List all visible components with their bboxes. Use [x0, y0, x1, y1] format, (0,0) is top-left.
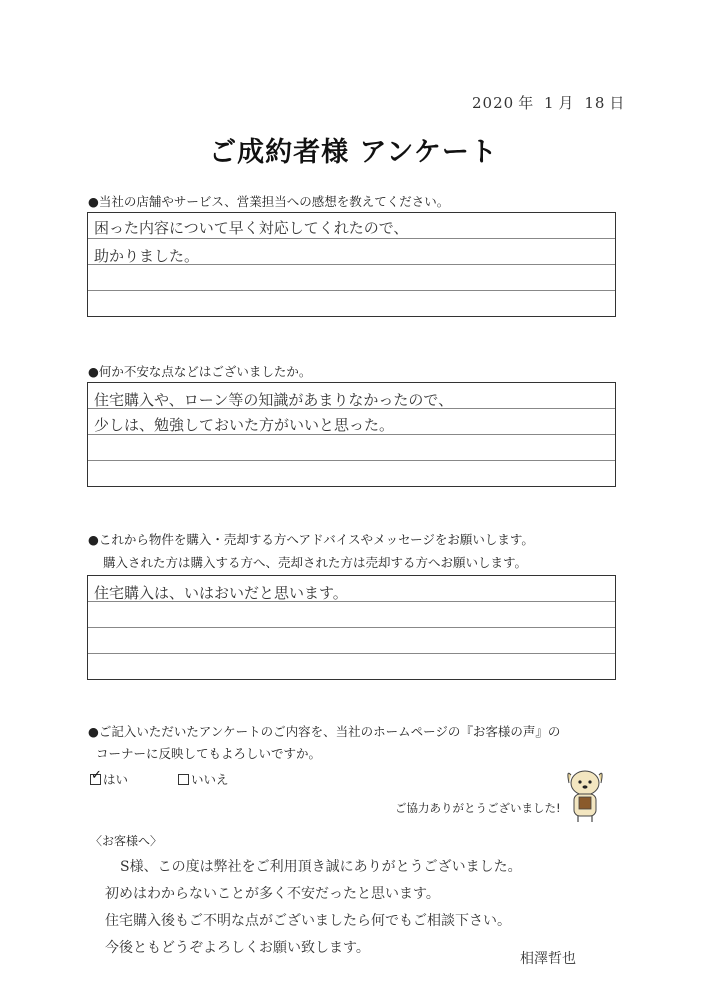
date-day: 18 — [584, 94, 606, 112]
answer-3-line-1: 住宅購入は、いはおいだと思います。 — [94, 584, 348, 602]
consent-no-label: いいえ — [191, 772, 229, 787]
consent-yes[interactable] — [90, 770, 128, 788]
answer-box-3 — [87, 575, 616, 680]
consent-no-checkbox[interactable] — [178, 774, 189, 785]
message-line-1: S様、この度は弊社をご利用頂き誠にありがとうございました。 — [120, 859, 522, 875]
question-4: ●ご記入いただいたアンケートのご内容を、当社のホームページの『お客様の声』の — [88, 724, 561, 739]
message-line-4: 今後ともどうぞよろしくお願い致します。 — [105, 940, 370, 956]
message-line-2: 初めはわからないことが多く不安だったと思います。 — [105, 886, 440, 902]
message-heading: 〈お客様へ〉 — [90, 834, 163, 848]
answer-2-line-1: 住宅購入や、ローン等の知識があまりなかったので、 — [94, 391, 454, 409]
answer-box-1 — [87, 212, 616, 317]
question-1: ●当社の店舗やサービス、営業担当への感想を教えてください。 — [88, 194, 450, 209]
dog-mascot-icon — [560, 765, 610, 825]
page-title: ご成約者様 アンケート — [209, 137, 498, 168]
date-day-unit: 日 — [609, 94, 626, 112]
answer-2-line-2: 少しは、勉強しておいた方がいいと思った。 — [94, 416, 395, 434]
question-2: ●何か不安な点などはございましたか。 — [88, 364, 312, 379]
thanks-text: ご協力ありがとうございました! — [395, 801, 561, 815]
answer-1-line-1: 困った内容について早く対応してくれたので、 — [94, 219, 409, 237]
consent-yes-label: はい — [103, 772, 129, 787]
date — [470, 92, 627, 113]
date-year: 2020 — [472, 94, 515, 112]
question-3-note: 購入された方は購入する方へ、売却された方は売却する方へお願いします。 — [103, 555, 528, 570]
consent-no[interactable] — [178, 770, 229, 788]
date-month: 1 — [543, 94, 555, 112]
question-4-line-2: コーナーに反映してもよろしいですか。 — [96, 746, 322, 761]
date-year-unit: 年 — [518, 94, 535, 112]
message-line-3: 住宅購入後もご不明な点がございましたら何でもご相談下さい。 — [105, 913, 511, 929]
answer-box-2 — [87, 382, 616, 487]
date-month-unit: 月 — [558, 94, 575, 112]
consent-yes-checkbox[interactable] — [90, 774, 101, 785]
answer-1-line-2: 助かりました。 — [94, 247, 200, 265]
signature: 相澤哲也 — [520, 951, 576, 967]
question-3: ●これから物件を購入・売却する方へアドバイスやメッセージをお願いします。 — [88, 532, 534, 547]
